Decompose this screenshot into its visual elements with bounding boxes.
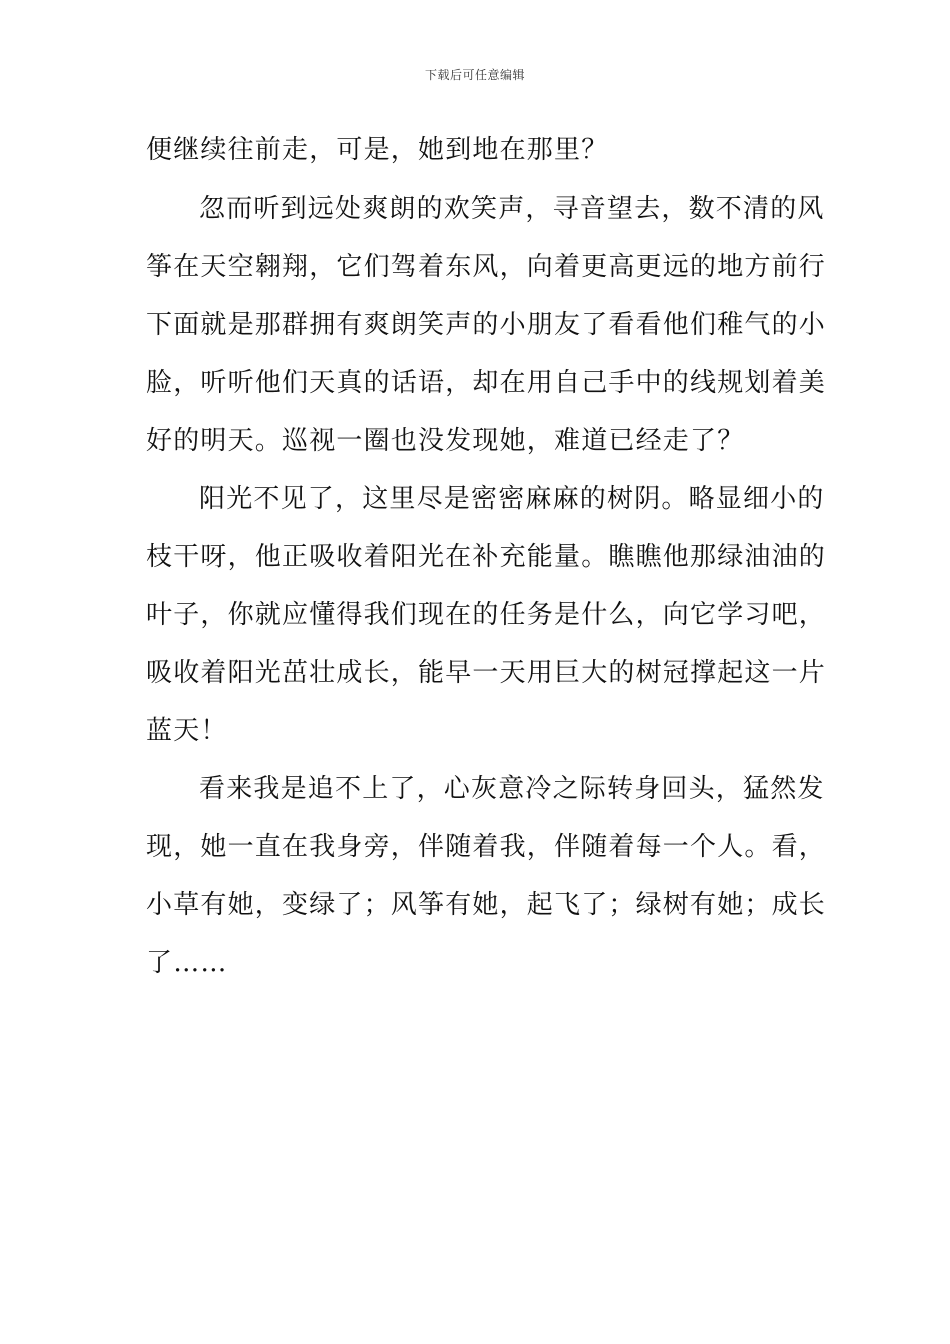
text-line: 吸收着阳光茁壮成长，能早一天用巨大的树冠撑起这一片 — [146, 658, 827, 688]
text-line: 了…… — [146, 948, 228, 978]
text-line: 下面就是那群拥有爽朗笑声的小朋友了看看他们稚气的小 — [146, 310, 827, 340]
text-line-paragraph-start: 阳光不见了，这里尽是密密麻麻的树阴。略显细小的 — [199, 484, 825, 514]
text-line: 脸，听听他们天真的话语，却在用自己手中的线规划着美 — [146, 368, 827, 398]
page-header: 下载后可任意编辑 — [424, 68, 525, 82]
text-line: 好的明天。巡视一圈也没发现她，难道已经走了？ — [146, 426, 745, 456]
text-line: 小草有她，变绿了；风筝有她，起飞了；绿树有她；成长 — [146, 890, 827, 920]
text-line-paragraph-start: 忽而听到远处爽朗的欢笑声，寻音望去，数不清的风 — [199, 194, 825, 224]
text-line: 筝在天空翱翔，它们驾着东风，向着更高更远的地方前行 — [146, 252, 827, 282]
text-line: 现，她一直在我身旁，伴随着我，伴随着每一个人。看， — [146, 832, 827, 862]
text-line: 便继续往前走，可是，她到地在那里？ — [146, 135, 609, 165]
text-line: 蓝天！ — [146, 716, 228, 746]
text-line-paragraph-start: 看来我是追不上了，心灰意冷之际转身回头，猛然发 — [199, 774, 825, 804]
text-line: 叶子，你就应懂得我们现在的任务是什么，向它学习吧， — [146, 600, 827, 630]
text-line: 枝干呀，他正吸收着阳光在补充能量。瞧瞧他那绿油油的 — [146, 542, 827, 572]
